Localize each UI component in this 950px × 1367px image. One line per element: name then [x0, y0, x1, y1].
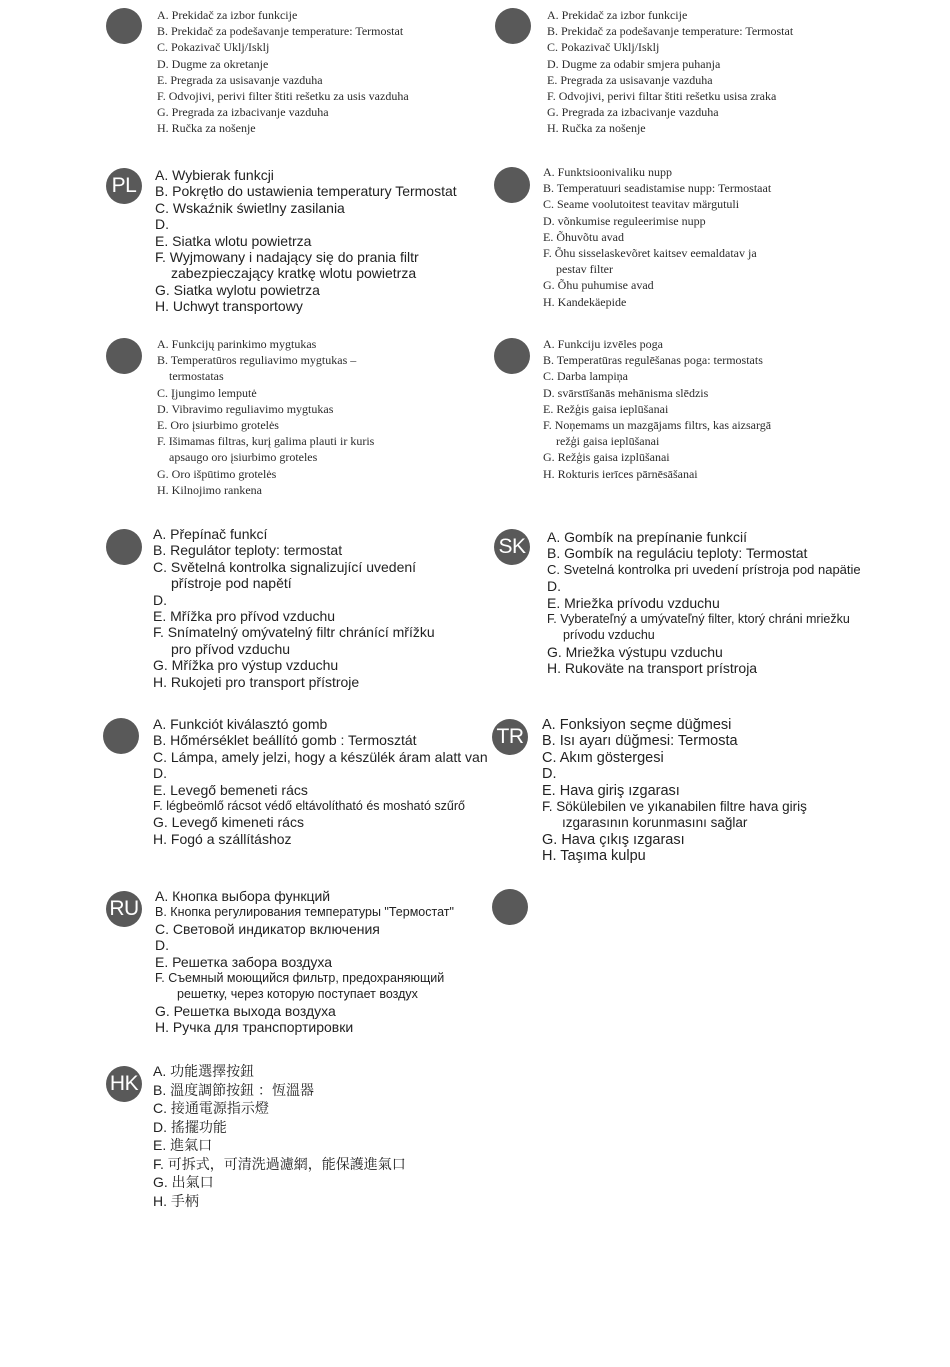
list-item: přístroje pod napětí [171, 575, 292, 592]
list-item: E. Pregrada za usisavanje vazduha [157, 72, 323, 87]
list-item: A. 功能選擇按鈕 [153, 1063, 255, 1079]
list-item: E. Mriežka prívodu vzduchu [547, 594, 720, 611]
list-item: B. 溫度調節按鈕 ：恆溫器 [153, 1081, 315, 1098]
list-item: H. Fogó a szállításhoz [153, 830, 292, 847]
list-item: D. [153, 765, 167, 782]
list-item: D. [547, 578, 561, 595]
list-item: C. Akım göstergesi [542, 749, 664, 766]
list-item: prívodu vzduchu [563, 628, 655, 643]
list-item: G. Pregrada za izbacivanje vazduha [157, 105, 329, 120]
list-item: F. Odvojivi, perivi filtar štiti rešetku usisa zraka [547, 89, 777, 104]
list-item: D. [155, 216, 169, 233]
list-item: A. Funkciót kiválasztó gomb [153, 716, 328, 732]
list-item: E. Levegő bemeneti rács [153, 781, 308, 798]
list-item: H. Kandekäepide [543, 294, 627, 309]
language-badge [106, 338, 142, 374]
list-item: F. légbeömlő rácsot védő eltávolítható és mosható szűrő [153, 799, 465, 814]
list-item: H. 手柄 [153, 1192, 199, 1209]
parts-list [543, 164, 771, 310]
parts-list [157, 336, 374, 498]
list-item: F. Išimamas filtras, kurį galima plauti ir kuris [157, 434, 375, 449]
parts-list [155, 167, 457, 315]
list-item: G. Levegő kimeneti rács [153, 814, 304, 831]
list-item: C. Световой индикатор включения [155, 920, 380, 937]
list-item: pro přívod vzduchu [171, 640, 291, 657]
list-item: C. Svetelná kontrolka pri uvedení prístroja pod napätie [547, 561, 861, 577]
list-item: E. Oro įsiurbimo grotelės [157, 418, 279, 433]
list-item: B. Temperatūros reguliavimo mygtukas – [157, 353, 357, 368]
language-badge: SK [494, 529, 530, 565]
parts-list [542, 717, 807, 865]
list-item: G. Oro išpūtimo grotelės [157, 466, 277, 481]
list-item: F. Snímatelný omývatelný filtr chránící mřížku [153, 624, 435, 641]
list-item: C. Įjungimo lemputė [157, 385, 257, 400]
list-item: C. Pokazivač Uklj/Isklj [547, 40, 660, 55]
list-item: F. Съемный моющийся фильтр, предохраняющий [155, 971, 445, 986]
list-item: G. Hava çıkış ızgarası [542, 831, 685, 848]
list-item: B. Isı ayarı düğmesi: Termosta [542, 733, 738, 750]
list-item: C. Wskaźnik świetlny zasilania [155, 199, 345, 216]
list-item: E. Pregrada za usisavanje vazduha [547, 72, 713, 87]
list-item: D. võnkumise reguleerimise nupp [543, 213, 706, 228]
list-item: A. Кнопка выбора функций [155, 888, 331, 904]
list-item: A. Fonksiyon seçme düğmesi [542, 717, 732, 733]
list-item: B. Temperatuuri seadistamise nupp: Termostaat [543, 181, 772, 196]
list-item: D. Dugme za okretanje [157, 56, 269, 71]
list-item: F. Odvojivi, perivi filter štiti rešetku za usis vazduha [157, 89, 409, 104]
list-item: G. Režģis gaisa izplūšanai [543, 450, 670, 465]
list-item: F. Sökülebilen ve yıkanabilen filtre hava giriş [542, 799, 807, 815]
list-item: F. Õhu sisselaskevõret kaitsev eemaldatav ja [543, 246, 757, 261]
list-item: C. Pokazivač Uklj/Isklj [157, 40, 270, 55]
list-item: B. Prekidač za podešavanje temperature: Termostat [547, 24, 794, 39]
list-item: B. Regulátor teploty: termostat [153, 542, 343, 559]
list-item: E. Režģis gaisa ieplūšanai [543, 401, 669, 416]
list-item: E. Siatka wlotu powietrza [155, 232, 312, 249]
list-item: apsaugo oro įsiurbimo groteles [169, 450, 318, 465]
list-item: H. Uchwyt transportowy [155, 298, 303, 315]
list-item: G. Решетка выхода воздуха [155, 1002, 336, 1019]
list-item: zabezpieczający kratkę wlotu powietrza [171, 265, 417, 282]
list-item: E. Решетка забора воздуха [155, 953, 332, 970]
list-item: D. Dugme za odabir smjera puhanja [547, 56, 721, 71]
language-badge [494, 338, 530, 374]
list-item: E. Mřížka pro přívod vzduchu [153, 608, 336, 625]
list-item: D. svārstīšanās mehānisma slēdzis [543, 385, 709, 400]
list-item: C. Světelná kontrolka signalizující uvedení [153, 558, 417, 575]
language-badge [106, 8, 142, 44]
list-item: H. Ручка для транспортировки [155, 1019, 354, 1036]
list-item: H. Rukojeti pro transport přístroje [153, 673, 360, 690]
list-item: B. Temperatūras regulēšanas poga: termostats [543, 353, 763, 368]
list-item: H. Rokturis ierīces pārnēsāšanai [543, 466, 698, 481]
language-badge: TR [492, 719, 528, 755]
list-item: F. 可拆式，可清洗過濾網，能保護進氣口 [153, 1155, 406, 1172]
parts-list [153, 716, 488, 847]
list-item: A. Funkcijų parinkimo mygtukas [157, 337, 317, 351]
list-item: A. Prekidač za izbor funkcije [547, 8, 688, 22]
parts-list [547, 529, 861, 677]
list-item: ızgarasının korunmasını sağlar [562, 815, 748, 831]
list-item: A. Přepínač funkcí [153, 526, 268, 542]
list-item: B. Кнопка регулирования температуры "Термостат" [155, 905, 454, 920]
list-item: F. Noņemams un mazgājams filtrs, kas aizsargā [543, 418, 772, 433]
list-item: B. Hőmérséklet beállító gomb : Termosztát [153, 732, 417, 749]
list-item: režģi gaisa ieplūšanai [556, 434, 660, 449]
list-item: G. Mřížka pro výstup vzduchu [153, 657, 339, 674]
language-badge: HK [106, 1066, 142, 1102]
list-item: pestav filter [556, 262, 613, 277]
language-badge [106, 529, 142, 565]
language-badge [495, 8, 531, 44]
list-item: termostatas [169, 369, 224, 384]
list-item: H. Taşıma kulpu [542, 848, 646, 865]
list-item: B. Pokrętło do ustawienia temperatury Termostat [155, 183, 457, 200]
list-item: G. Siatka wylotu powietrza [155, 281, 320, 298]
list-item: C. Seame voolutoitest teavitav märgutuli [543, 197, 740, 212]
list-item: D. [155, 937, 169, 954]
language-badge [103, 718, 139, 754]
list-item: H. Ručka za nošenje [157, 121, 256, 136]
list-item: H. Kilnojimo rankena [157, 482, 262, 497]
list-item: E. Õhuvõtu avad [543, 229, 624, 244]
list-item: F. Wyjmowany i nadający się do prania filtr [155, 249, 419, 266]
parts-list [153, 1062, 406, 1210]
list-item: G. 出氣口 [153, 1174, 214, 1190]
list-item: D. Vibravimo reguliavimo mygtukas [157, 401, 334, 416]
list-item: C. 接通電源指示燈 [153, 1100, 269, 1116]
parts-list [153, 526, 435, 690]
parts-list [155, 888, 454, 1036]
parts-list [157, 7, 409, 137]
list-item: B. Prekidač za podešavanje temperature: Termostat [157, 24, 404, 39]
list-item: G. Õhu puhumise avad [543, 278, 654, 293]
list-item: G. Pregrada za izbacivanje vazduha [547, 105, 719, 120]
list-item: D. 搖擺功能 [153, 1118, 227, 1135]
list-item: B. Gombík na reguláciu teploty: Termostat [547, 545, 808, 562]
list-item: A. Prekidač za izbor funkcije [157, 8, 298, 22]
list-item: H. Ručka za nošenje [547, 121, 646, 136]
language-badge: PL [106, 168, 142, 204]
list-item: E. Hava giriş ızgarası [542, 782, 680, 799]
list-item: C. Darba lampiņa [543, 369, 628, 384]
list-item: E. 進氣口 [153, 1137, 213, 1153]
list-item: D. [542, 766, 557, 783]
parts-list [543, 336, 771, 482]
list-item: решетку, через которую поступает воздух [177, 987, 418, 1002]
list-item: C. Lámpa, amely jelzi, hogy a készülék áram alatt van [153, 748, 488, 765]
list-item: A. Wybierak funkcji [155, 167, 274, 183]
language-badge [494, 167, 530, 203]
language-badge: RU [106, 891, 142, 927]
list-item: H. Rukoväte na transport prístroja [547, 660, 758, 677]
list-item: A. Funkciju izvēles poga [543, 337, 663, 351]
list-item: A. Funktsioonivaliku nupp [543, 165, 673, 179]
list-item: A. Gombík na prepínanie funkcií [547, 529, 747, 545]
list-item: D. [153, 591, 167, 608]
list-item: G. Mriežka výstupu vzduchu [547, 643, 723, 660]
language-badge [492, 889, 528, 925]
parts-list [547, 7, 793, 137]
list-item: F. Vyberateľný a umývateľný filter, ktorý chráni mriežku [547, 612, 850, 627]
